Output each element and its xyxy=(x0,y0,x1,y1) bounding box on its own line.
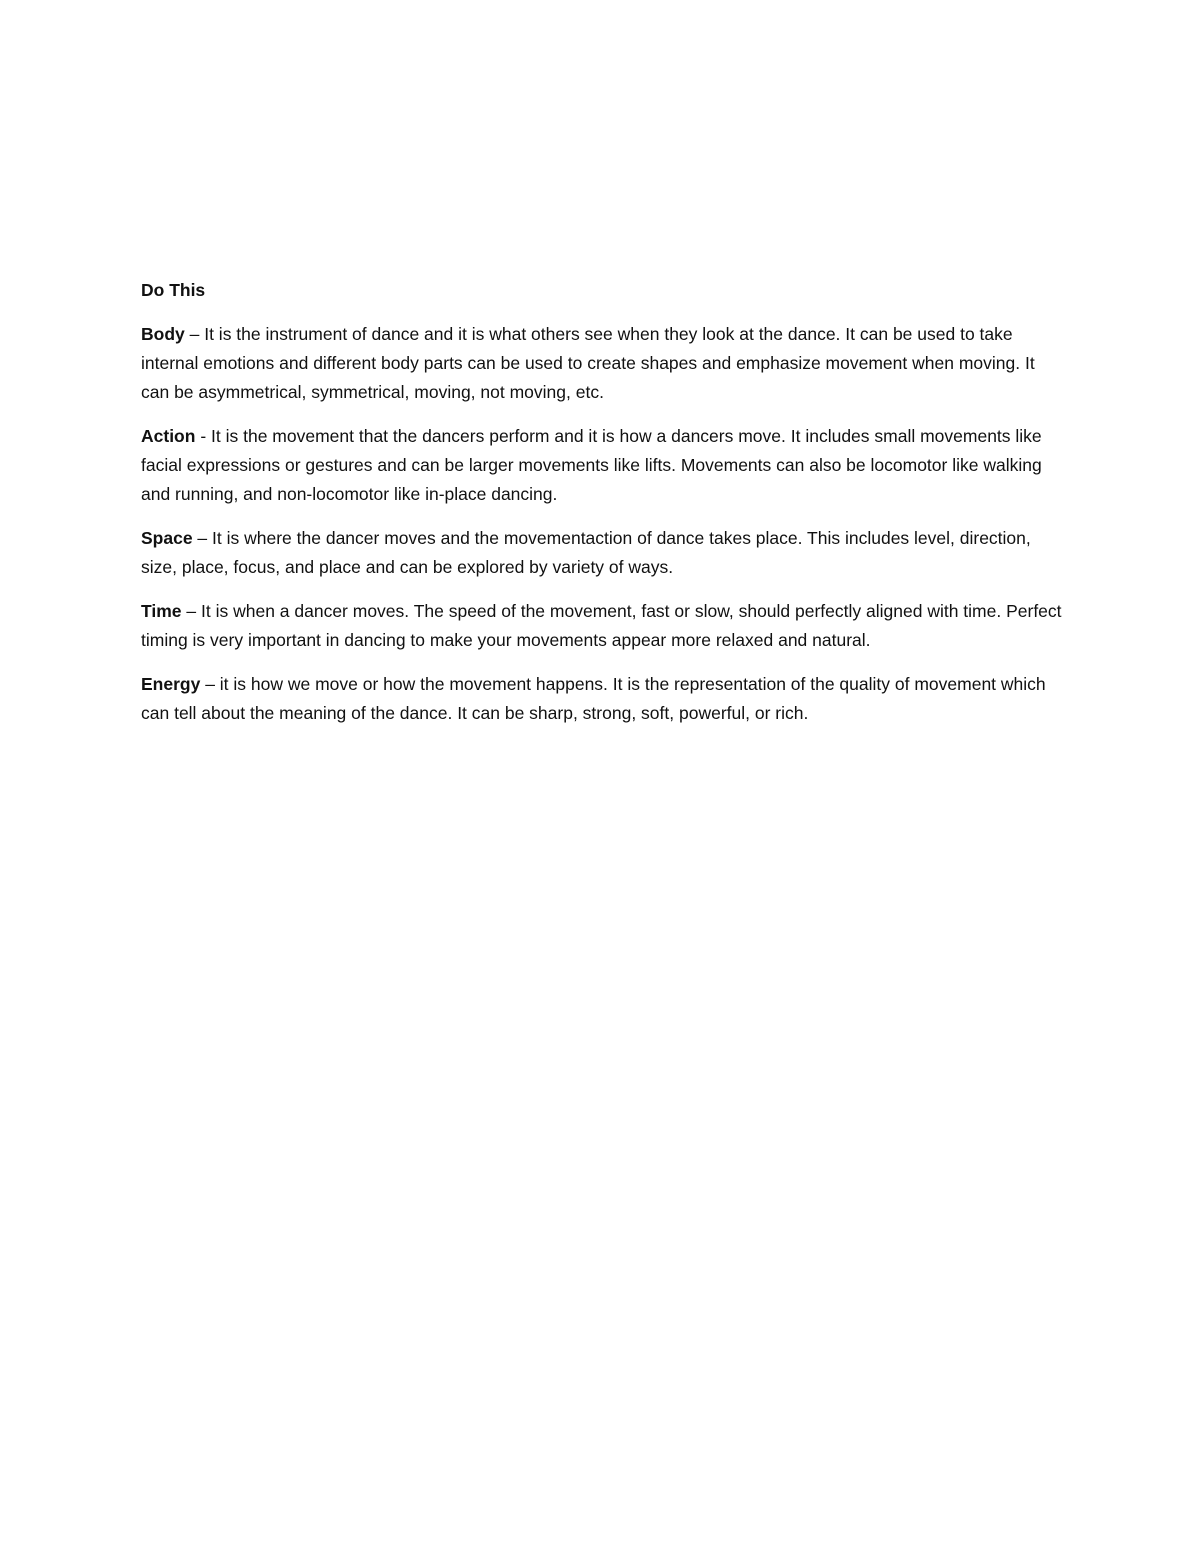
section-separator: – xyxy=(181,601,201,621)
document-heading: Do This xyxy=(141,280,206,300)
section-separator: – xyxy=(200,674,220,694)
section-text: it is how we move or how the movement happens. It is the representation of the quality of movement which can tell about the meaning of the dance. It can be sharp, strong, soft, powerful, or rich. xyxy=(141,674,1046,723)
section-energy xyxy=(141,670,1066,728)
section-separator: - xyxy=(195,426,212,446)
section-body xyxy=(141,320,1066,407)
section-term: Energy xyxy=(141,674,201,694)
section-term: Action xyxy=(141,426,196,446)
section-action xyxy=(141,422,1066,509)
section-term: Body xyxy=(141,324,185,344)
section-text: It is when a dancer moves. The speed of the movement, fast or slow, should perfectly aligned with time. Perfect timing is very important in dancing to make your movements appear more relaxed and natural. xyxy=(141,601,1062,650)
document-body xyxy=(141,276,1066,743)
section-space xyxy=(141,524,1066,582)
section-separator: – xyxy=(184,324,205,344)
section-text: It is the instrument of dance and it is what others see when they look at the dance. It can be used to take internal emotions and different body parts can be used to create shapes and emphasize movement when moving. It can be asymmetrical, symmetrical, moving, not moving, etc. xyxy=(141,324,1035,402)
section-term: Space xyxy=(141,528,193,548)
section-separator: – xyxy=(192,528,213,548)
section-text: It is the movement that the dancers perform and it is how a dancers move. It includes small movements like facial expressions or gestures and can be larger movements like lifts. Movements can also be locomotor like walking and running, and non-locomotor like in-place dancing. xyxy=(141,426,1042,504)
section-text: It is where the dancer moves and the movementaction of dance takes place. This includes level, direction, size, place, focus, and place and can be explored by variety of ways. xyxy=(141,528,1031,577)
section-time xyxy=(141,597,1066,655)
section-term: Time xyxy=(141,601,182,621)
